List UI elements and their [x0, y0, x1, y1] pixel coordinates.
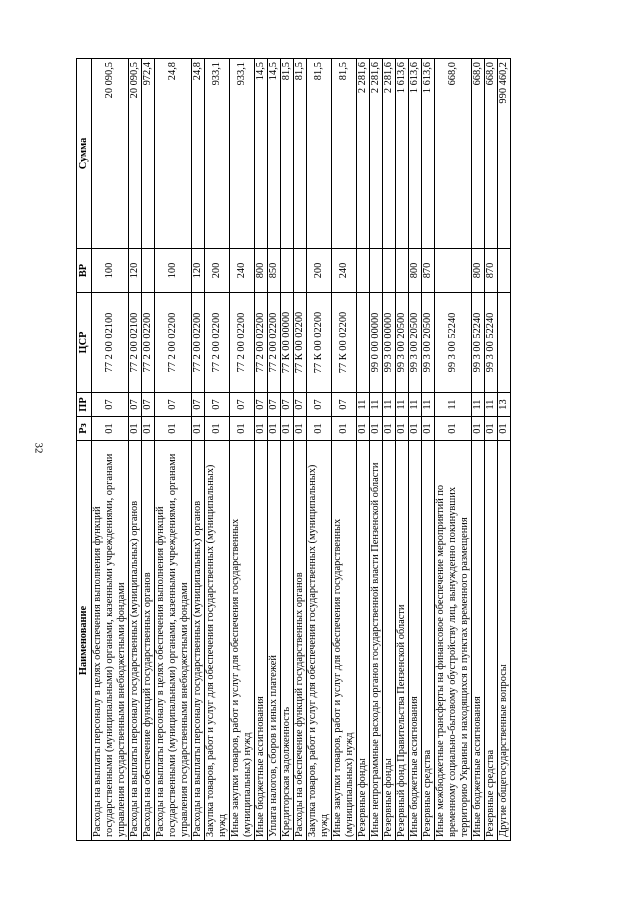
- cell-rz: 01: [498, 417, 511, 441]
- cell-name: Расходы на выплаты персоналу государственных (муниципальных) органов: [129, 441, 142, 841]
- cell-name: Расходы на выплаты персоналу государственных (муниципальных) органов: [192, 441, 205, 841]
- cell-pr: 11: [396, 393, 409, 417]
- cell-pr: 07: [142, 393, 155, 417]
- cell-sum: 1 613,6: [409, 59, 422, 249]
- cell-sum: 668,0: [485, 59, 498, 249]
- table-row: [192, 59, 205, 841]
- cell-csr: 77 2 00 02200: [230, 293, 255, 393]
- table-row: [409, 59, 422, 841]
- cell-name: Закупка товаров, работ и услуг для обеспечения государственных (муниципальных) нужд: [307, 441, 332, 841]
- cell-rz: 01: [396, 417, 409, 441]
- cell-vr: 870: [422, 249, 435, 293]
- cell-name: Иные межбюджетные трансферты на финансовое обеспечение мероприятий по временному социально-бытовому обустройству лиц, вынужденно покинувших территорию Украины и находящихся в пунктах временного размещения: [435, 441, 472, 841]
- cell-pr: 11: [370, 393, 383, 417]
- table-row: [435, 59, 472, 841]
- cell-rz: 01: [409, 417, 422, 441]
- cell-csr: 99 3 00 00000: [383, 293, 396, 393]
- table-row: [422, 59, 435, 841]
- table-header: [77, 59, 92, 841]
- cell-vr: [435, 249, 472, 293]
- table-row: [281, 59, 294, 841]
- table-row: [396, 59, 409, 841]
- cell-sum: 81,5: [281, 59, 294, 249]
- cell-pr: 07: [192, 393, 205, 417]
- cell-vr: 800: [472, 249, 485, 293]
- cell-rz: 01: [255, 417, 268, 441]
- cell-csr: 77 2 00 02200: [255, 293, 268, 393]
- cell-rz: 01: [383, 417, 396, 441]
- cell-csr: 77 2 00 02100: [92, 293, 129, 393]
- cell-sum: 2 281,6: [370, 59, 383, 249]
- cell-csr: 99 3 00 52240: [472, 293, 485, 393]
- header-csr: ЦСР: [77, 293, 92, 393]
- cell-vr: 870: [485, 249, 498, 293]
- cell-vr: [281, 249, 294, 293]
- cell-csr: 77 К 00 02200: [307, 293, 332, 393]
- cell-csr: 77 2 00 02100: [129, 293, 142, 393]
- cell-name: Закупка товаров, работ и услуг для обеспечения государственных (муниципальных) нужд: [205, 441, 230, 841]
- cell-name: Резервные фонды: [357, 441, 370, 841]
- cell-pr: 11: [383, 393, 396, 417]
- cell-name: Уплата налогов, сборов и иных платежей: [268, 441, 281, 841]
- cell-name: Иные закупки товаров, работ и услуг для обеспечения государственных (муниципальных) нужд: [230, 441, 255, 841]
- cell-pr: 11: [472, 393, 485, 417]
- cell-name: Расходы на выплаты персоналу в целях обеспечения выполнения функций государственными (муниципальными) органами, казенными учреждениями, органами управления государственными внебюджетными фондами: [155, 441, 192, 841]
- cell-rz: 01: [332, 417, 357, 441]
- cell-sum: 933,1: [230, 59, 255, 249]
- cell-csr: 77 2 00 02200: [155, 293, 192, 393]
- cell-name: Резервные фонды: [383, 441, 396, 841]
- cell-csr: 99 3 00 20500: [396, 293, 409, 393]
- page-number: 32: [32, 442, 45, 454]
- header-name: Наименование: [77, 441, 92, 841]
- cell-vr: [396, 249, 409, 293]
- cell-csr: 77 К 00 00000: [281, 293, 294, 393]
- cell-vr: 100: [92, 249, 129, 293]
- cell-vr: [357, 249, 370, 293]
- budget-table: [76, 58, 511, 841]
- cell-rz: 01: [485, 417, 498, 441]
- cell-sum: 81,5: [332, 59, 357, 249]
- cell-vr: [142, 249, 155, 293]
- table-row: [332, 59, 357, 841]
- table-row: [268, 59, 281, 841]
- cell-sum: 668,0: [472, 59, 485, 249]
- header-rz: Рз: [77, 417, 92, 441]
- cell-csr: [357, 293, 370, 393]
- cell-sum: 24,8: [192, 59, 205, 249]
- table-row: [307, 59, 332, 841]
- cell-csr: 77 2 00 02200: [142, 293, 155, 393]
- cell-sum: 20 090,5: [129, 59, 142, 249]
- table-row: [205, 59, 230, 841]
- cell-rz: 01: [294, 417, 307, 441]
- cell-name: Расходы на обеспечение функций государственных органов: [142, 441, 155, 841]
- cell-sum: 1 613,6: [422, 59, 435, 249]
- cell-sum: 24,8: [155, 59, 192, 249]
- cell-rz: 01: [142, 417, 155, 441]
- cell-vr: [498, 249, 511, 293]
- cell-csr: 99 0 00 00000: [370, 293, 383, 393]
- cell-sum: 14,5: [268, 59, 281, 249]
- cell-csr: 99 3 00 20500: [422, 293, 435, 393]
- header-pr: ПР: [77, 393, 92, 417]
- table-row: [294, 59, 307, 841]
- cell-pr: 07: [155, 393, 192, 417]
- cell-name: Резервный фонд Правительства Пензенской области: [396, 441, 409, 841]
- cell-pr: 07: [294, 393, 307, 417]
- cell-rz: 01: [370, 417, 383, 441]
- cell-csr: 99 3 00 20500: [409, 293, 422, 393]
- table-row: [142, 59, 155, 841]
- table-row: [129, 59, 142, 841]
- cell-vr: 200: [205, 249, 230, 293]
- cell-name: Иные закупки товаров, работ и услуг для обеспечения государственных (муниципальных) нужд: [332, 441, 357, 841]
- cell-sum: 668,0: [435, 59, 472, 249]
- table-row: [155, 59, 192, 841]
- cell-sum: 2 281,6: [383, 59, 396, 249]
- cell-sum: 972,4: [142, 59, 155, 249]
- cell-pr: 07: [129, 393, 142, 417]
- table-row: [472, 59, 485, 841]
- cell-pr: 13: [498, 393, 511, 417]
- cell-sum: 1 613,6: [396, 59, 409, 249]
- table-row: [383, 59, 396, 841]
- cell-pr: 07: [307, 393, 332, 417]
- table-row: [230, 59, 255, 841]
- cell-vr: 240: [230, 249, 255, 293]
- cell-vr: 800: [409, 249, 422, 293]
- cell-sum: 2 281,6: [357, 59, 370, 249]
- cell-name: Иные бюджетные ассигнования: [255, 441, 268, 841]
- cell-pr: 07: [332, 393, 357, 417]
- cell-rz: 01: [155, 417, 192, 441]
- cell-csr: 77 К 00 02200: [294, 293, 307, 393]
- cell-vr: 800: [255, 249, 268, 293]
- cell-csr: 99 3 00 52240: [485, 293, 498, 393]
- cell-name: Иные бюджетные ассигнования: [472, 441, 485, 841]
- cell-rz: 01: [435, 417, 472, 441]
- cell-vr: 240: [332, 249, 357, 293]
- cell-csr: [498, 293, 511, 393]
- cell-rz: 01: [281, 417, 294, 441]
- cell-rz: 01: [307, 417, 332, 441]
- cell-vr: [383, 249, 396, 293]
- cell-rz: 01: [129, 417, 142, 441]
- cell-name: Расходы на выплаты персоналу в целях обеспечения выполнения функций государственными (муниципальными) органами, казенными учреждениями, органами управления государственными внебюджетными фондами: [92, 441, 129, 841]
- cell-csr: 77 К 00 02200: [332, 293, 357, 393]
- cell-vr: 100: [155, 249, 192, 293]
- cell-pr: 11: [357, 393, 370, 417]
- cell-pr: 11: [435, 393, 472, 417]
- cell-name: Иные непрограммные расходы органов государственной власти Пензенской области: [370, 441, 383, 841]
- cell-vr: 120: [129, 249, 142, 293]
- cell-vr: 200: [307, 249, 332, 293]
- cell-vr: 120: [192, 249, 205, 293]
- table-row: [370, 59, 383, 841]
- cell-rz: 01: [357, 417, 370, 441]
- cell-name: Резервные средства: [422, 441, 435, 841]
- cell-csr: 77 2 00 02200: [192, 293, 205, 393]
- cell-pr: 07: [281, 393, 294, 417]
- cell-pr: 07: [92, 393, 129, 417]
- cell-pr: 07: [230, 393, 255, 417]
- cell-csr: 77 2 00 02200: [205, 293, 230, 393]
- cell-pr: 11: [485, 393, 498, 417]
- header-sum: Сумма: [77, 59, 92, 249]
- cell-rz: 01: [268, 417, 281, 441]
- cell-name: Другие общегосударственные вопросы: [498, 441, 511, 841]
- cell-name: Кредиторская задолженность: [281, 441, 294, 841]
- cell-name: Иные бюджетные ассигнования: [409, 441, 422, 841]
- table-row: [92, 59, 129, 841]
- cell-name: Расходы на обеспечение функций государственных органов: [294, 441, 307, 841]
- cell-pr: 07: [268, 393, 281, 417]
- cell-rz: 01: [92, 417, 129, 441]
- table-row: [485, 59, 498, 841]
- cell-rz: 01: [230, 417, 255, 441]
- cell-sum: 933,1: [205, 59, 230, 249]
- cell-vr: [370, 249, 383, 293]
- rotated-page: [76, 59, 576, 841]
- cell-name: Резервные средства: [485, 441, 498, 841]
- cell-vr: [294, 249, 307, 293]
- cell-sum: 990 460,2: [498, 59, 511, 249]
- cell-vr: 850: [268, 249, 281, 293]
- table-row: [255, 59, 268, 841]
- cell-rz: 01: [472, 417, 485, 441]
- cell-pr: 11: [422, 393, 435, 417]
- cell-rz: 01: [422, 417, 435, 441]
- table-body: [92, 59, 511, 841]
- table-row: [357, 59, 370, 841]
- cell-sum: 14,5: [255, 59, 268, 249]
- cell-csr: 99 3 00 52240: [435, 293, 472, 393]
- cell-sum: 20 090,5: [92, 59, 129, 249]
- cell-rz: 01: [205, 417, 230, 441]
- cell-pr: 11: [409, 393, 422, 417]
- cell-csr: 77 2 00 02200: [268, 293, 281, 393]
- cell-sum: 81,5: [307, 59, 332, 249]
- header-vr: ВР: [77, 249, 92, 293]
- cell-sum: 81,5: [294, 59, 307, 249]
- table-row: [498, 59, 511, 841]
- cell-pr: 07: [205, 393, 230, 417]
- cell-rz: 01: [192, 417, 205, 441]
- cell-pr: 07: [255, 393, 268, 417]
